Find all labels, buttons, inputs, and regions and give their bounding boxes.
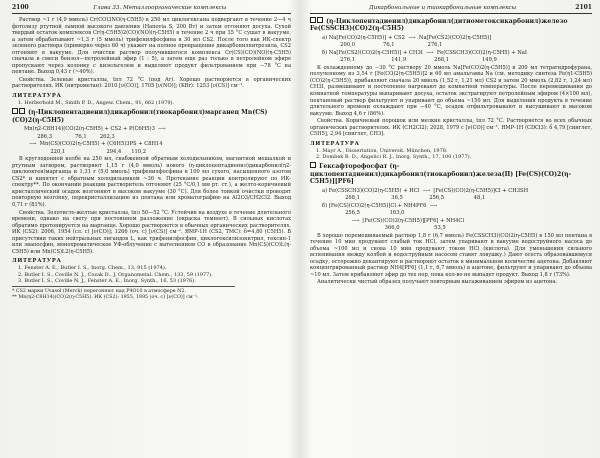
synthesis-paragraph: К охлажденному до −30 °С раствору 20 ммоль Na[Fe(CO)2(η-C5H5)] в 200 мл тетрагидрофурана, полученному из 3,54 г [Fe(CO)2(η-C5H5)]2 и 60 мл амальгамы Na (см. методику синтеза Fe(η1-C5H5)(CO)2(η-C5H5)), прибавляют сначала 20 ммоль (1,52 г, 1,21 мл) CS2 и затем 20 ммоль (2,82 г, 1,24 мл) CH3I, размешивают и постепенно нагревают до комнатной температуры. После перемешивания до комнатной температуры выпаривают досуха, остаток экстрагируют петролейным эфиром (4×100 мл), пентановый раствор фильтруют и упаривают до объема ~150 мл. Для выделения продукта в течение длительного времени охлаждают при −40 °С, осадок отфильтровывают и высушивают в высоком вакууме. Выход 4,6 г (86%). — [310, 64, 592, 117]
section-title — [310, 162, 592, 185]
equation-line: Mn(η2-C8H14)(CO)2(η-C5H5) + CS2 + P(C6H5)3 ⟶ — [24, 126, 166, 133]
equation-line: 220,1 294,4 110,2 — [24, 148, 147, 155]
footnote: ** Mn(η2-C8H14)(CO)2(η-C5H5). ИК (CS2): 1955, 1895 (оч. с) [ν(CO)] см⁻¹. — [12, 295, 199, 301]
page-number: 2100 — [12, 4, 29, 11]
equation-line: б) [Fe(CS)(CO)2(η-C5H5)]Cl + NH4PF6 ⟶ — [322, 202, 438, 209]
literature-label: ЛИТЕРАТУРА — [310, 140, 360, 147]
literature-ref: 2. Dombek B. D., Angelici R. J., Inorg. Synth., 17, 100 (1977). — [316, 154, 472, 161]
equation-line: 256,5 163,0 — [322, 210, 405, 217]
right-page — [310, 4, 592, 454]
literature-label: ЛИТЕРАТУРА — [12, 93, 62, 100]
equation-line: 286,3 76,1 262,3 — [24, 133, 115, 140]
synthesis-paragraph: Раствор ~1 г (4,9 ммоль) Cr(CO)3NO(η-C5H5) в 250 мл циклогексана подвергают в течение 2—4 ч фотолизу ртутной лампой высокого давления (Hanovia S, 200 Вт) и затем отгоняют досуха. Сухой твердый остаток комплексов Cr(η-C5H5)2(CO)(NO)(η-C5H5) в течение 2 ч при 35 °С сушат в вакууме, а затем обрабатывают ~1,3 г (5 ммоль) трифенилфосфина в 30 мл CS2. После того как ИК-спектр зеленого раствора (примерно через 60 ч) укажет на полное превращение дикарбонилнитрозила, CS2 отгоняют в вакууме. Для очистки раствор получившегося комплекса Cr(CS)(CO)(NO)(η-C5H5) сначала в смеси бензол—петролейный эфир (1 : 5), а затем еще раз только в петролейном эфире пропускают через колонку с кизельгелем и выделяют продукт фильтрованием при −78 °С на пентане. Выход 0,43 г (~40%). — [12, 17, 291, 76]
literature-ref: 2. Butler I. S., Coville N. J., Cozak D., J. Organometal. Chem., 133, 59 (1977). — [18, 271, 213, 278]
equation-line: 366,0 53,5 — [322, 225, 446, 232]
equation-line: ⟶ [Fe(CS)(CO)2(η-C5H5)][PF6] + NH4Cl — [322, 217, 465, 224]
properties-paragraph: Свойства. Зеленые кристаллы, tпл 72 °С (под Ar). Хорошо растворяется в органических растворителях. ИК (нитрометан): 2010 [ν(CO)], 1705 [ν(NO)]; (KBr): 1253 [ν(CS)] см⁻¹. — [12, 76, 291, 90]
footnotes — [12, 286, 235, 301]
properties-paragraph: Свойства. Коричневый порошок или мелкие кристаллы, tпл 72 °С. Растворяется во всех обычных органических растворителях. ИК (CH2Cl2): 2028, 1979 с [ν(CO)] см⁻¹. ЯМР-1Н (CDCl3): δ 4,79 [синглет, C5H5], 2,94 [синглет, CH3]. — [310, 118, 592, 138]
synthesis-paragraph: В хорошо перемешиваемый раствор 1,8 г (6,7 ммоль) Fe(CSSCH3)(CO)2(η-C5H5) в 150 мл пентана в течение 10 мин продувают слабый ток HCl, затем упаривают в вакууме водоструйного насоса до объема ~100 мл и снова 10 мин продувают током HCl (кислота). Для уменьшения сильного вспенивания между колбой и водоструйным насосом ставят ловушку.) Дают осесть образовавшемуся осадку, осторожно декантируют и растворяют остаток в минимальном количестве ацетона. Добавляют концентрированный раствор NH4[PF6] (1,1 г, 6,7 ммоль) в ацетоне, фильтруют и упаривают до объема ~10 мл. Затем прибавляют эфир до тех пор, пока кол-во не выпадет продукт. Выход 1,8 г (73%). — [310, 232, 592, 278]
equation-line: 200,0 76,1 276,1 — [322, 42, 443, 49]
checkbox-icon — [310, 17, 316, 23]
checkbox-icon — [12, 108, 18, 114]
right-page-header — [310, 4, 592, 14]
footnote: * CS2 марки Uvasol (Merck) перегоняют над P4O10 в атмосфере N2. — [12, 289, 186, 295]
literature-ref: 1. Mayr A., Dissertation, Universit. München, 1978. — [316, 147, 448, 154]
section-title-text: (η-Циклопентадиенил)дикарбонил(дитиометоксикарбонил)железо Fe(CSSCH3)(CO)2(η-C5H5) — [310, 18, 568, 33]
checkbox-icon — [317, 17, 323, 23]
literature-ref: 3. Butler I. S., Coville N. J., Fenster A. E., Inorg. Synth., 16, 53 (1976). — [18, 277, 196, 284]
properties-paragraph: Свойства. Золотисто-желтые кристаллы, tпл 50—52 °С. Устойчив на воздухе в течение длительного времени, однако на свету при постоянном разложение (окраска темнеет). В сильных кислотах обратимо протонируется на марганце. Хорошо растворяется в обычных органических растворителях. ИК (CS2): 2006, 1954 (сл. с) [ν(CO)]; 1266 (оч. с) [ν(CS)] см⁻¹. ЯМР-1Н (CS2, TMC): δ=4,80 (C5H5). В присутствии таких нейтральных лигандов L, как трифенилфосфин, циклогексилизонитрил, гексин-1 или эвапосфин, монохроматическое УФ-облучение с вытеснением СО в образование Mn(CS)(CO)L(η-C5H5) или Mn(CS)L2(η-C5H5). — [12, 209, 291, 255]
running-title: Глава 33. Металлоорганические комплексы — [93, 5, 227, 11]
section-title — [310, 17, 592, 33]
section-title-text: Гексафторофосфат (η-циклопентадиенил)дикарбонил(тиокарбонил)железа(II) [Fe(CS)(CO)2(η-C5H5)][PF6] — [310, 163, 572, 186]
literature-ref: 1. Fenster A. E., Butler I. S., Inorg. Chem., 13, 915 (1974). — [18, 265, 167, 272]
synthesis-paragraph: В круглодонной колбе на 250 мл, снабженной обратным холодильником, магнитной мешалкой и ртутным затвором, растворяют 1,15 г (4,0 ммоль) нового (η-циклопентадиенил)дикарбонил(η2-циклооктен)марганца и 1,31 г (5,0 ммоль) трифенилфосфина в 100 мл сухого, насыщенного азотом CS2* и кипятят с обратным холодильником ~36 ч. Протекание реакции контролируют по ИК-спектру**. По окончании реакции растворитель отгоняют (25 °С/0,1 мм рт. ст.), а желто-коричневый кристаллический осадок возгоняют в высоком вакууме (30 °С). Для более тонкой очистки проводят повторную возгонку, перекристаллизацию из пентана или хроматографию на Al2O3/CH2Cl2. Выход 0,71 г (81%). — [12, 156, 291, 208]
equation-line: ⟶ Mn(CS)(CO)2(η-C5H5) + (C6H5)3PS + C8H14 — [24, 141, 163, 148]
checkbox-icon — [310, 162, 316, 168]
literature-label: ЛИТЕРАТУРА — [12, 258, 62, 265]
left-page-header — [12, 4, 291, 14]
running-title: Дикарбонильные и тиокарбонильные комплексы — [369, 5, 517, 11]
left-page — [12, 4, 291, 454]
note-paragraph: Аналитически чистый образец получают повторным высаживанием эфиром из ацетона. — [317, 279, 558, 286]
section-title — [12, 108, 291, 124]
equation-line: а) Na[Fe(CO)2(η-C5H5)] + CS2 ⟶ Na[Fe(CS2)(CO)2(η-C5H5)] — [322, 34, 492, 41]
section-title-text: (η-Циклопентадиенил)дикарбонил(тиокарбонил)марганец Mn(CS)(CO)2(η-C5H5) — [12, 109, 268, 124]
equation-line: 276,1 141,9 268,1 149,9 — [322, 57, 497, 64]
equation-line: а) Fe(CSSCH3)(CO)2(η-C5H5) + HCl ⟶ [Fe(CS)(CO)2(η-C5H5)]Cl + CH3SH — [322, 187, 529, 194]
equation-line: б) Na[Fe(CS2)(CO)2(η-C5H5)] + CH3I ⟶ Fe(CSSCH3)(CO)2(η-C5H5) + NaI — [322, 49, 527, 56]
equation-line: 268,1 36,5 256,5 48,1 — [322, 195, 486, 202]
page-number: 2101 — [575, 4, 592, 11]
literature-ref: 1. Herberhold M., Smith P. D., Angew. Chem., 91, 662 (1979). — [18, 100, 175, 107]
checkbox-icon — [19, 108, 25, 114]
